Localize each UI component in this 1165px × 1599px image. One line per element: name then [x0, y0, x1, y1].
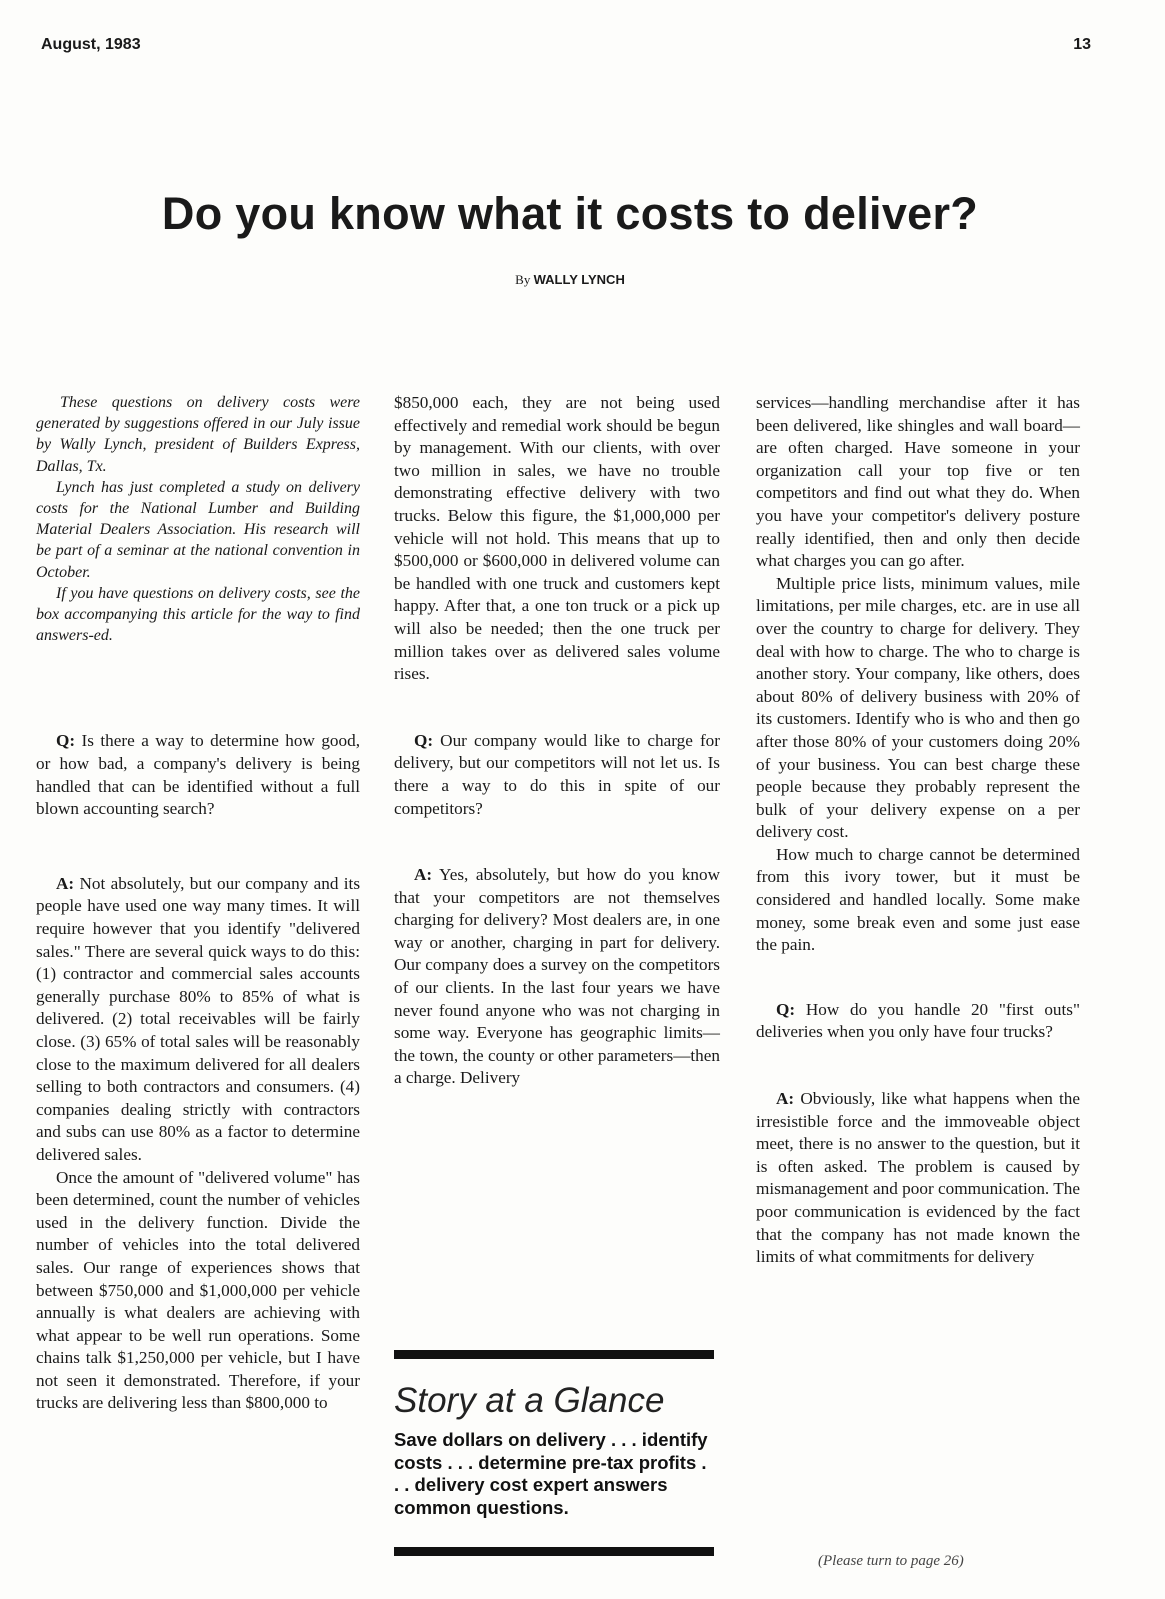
- author-name: WALLY LYNCH: [533, 272, 625, 287]
- question-label: Q:: [776, 999, 796, 1019]
- glance-title: Story at a Glance: [394, 1381, 665, 1420]
- editor-intro: [36, 392, 360, 646]
- answer-2-continued: services—handling merchandise after it has been delivered, like shingles and wall board—are often charged. Have someone in your organization call your top five or ten competitors and find out what they do. When you have your competitor's delivery posture really identified, then and only then decide what charges you can go after.: [756, 393, 1080, 571]
- answer-2-paragraph-3: How much to charge cannot be determined from this ivory tower, but it must be considered and handled locally. Some make money, some break even and some just ease the pain.: [756, 844, 1080, 955]
- answer-1-paragraph-2: Once the amount of "delivered volume" has been determined, count the number of vehicles used in the delivery function. Divide the number of vehicles into the total delivered sales. Our range of experiences shows that between $750,000 and $1,000,000 per vehicle annually is what dealers are achieving with what appear to be well run operations. Some chains talk $1,250,000 per vehicle, but I have not seen it demonstrated. Therefore, if your trucks are delivering less than $800,000 to: [36, 1167, 360, 1413]
- column-3: [756, 392, 1080, 1269]
- answer-2: [394, 864, 720, 1090]
- glance-summary: Save dollars on delivery . . . identify costs . . . determine pre-tax profits . . . delivery cost expert answers common questions.: [394, 1429, 708, 1518]
- byline-prefix: By: [515, 272, 531, 287]
- byline: [0, 272, 1140, 288]
- question-1: [36, 730, 360, 820]
- column-2: [394, 392, 720, 1090]
- answer-1-continued: $850,000 each, they are not being used effectively and remedial work should be begun by management. With our clients, with over two million in sales, we have no trouble demonstrating effective delivery with two trucks. Below this figure, the $1,000,000 per vehicle will not hold. This means that up to $500,000 or $600,000 in delivered volume can be handled with one truck and customers kept happy. After that, a one ton truck or a pick up will also be needed; then the one truck per million takes over as delivered sales volume rises.: [394, 393, 720, 684]
- continued-notice[interactable]: (Please turn to page 26): [818, 1553, 964, 1569]
- top-rule: [394, 1350, 714, 1359]
- question-text: Our company would like to charge for delivery, but our competitors will not let us. Is there a way to do this in spite of our competitors?: [394, 730, 720, 818]
- answer-text: Yes, absolutely, but how do you know that your competitors are not themselves charging for delivery? Most dealers are, in one way or another, charging in part for delivery. Our company does a survey on the competitors of our clients. In the last four years we have never found anyone who was not charging in some way. Everyone has geographic limits—the town, the county or other parameters—then a charge. Delivery: [394, 865, 720, 1088]
- question-2: [394, 730, 720, 820]
- question-text: How do you handle 20 "first outs" deliveries when you only have four trucks?: [756, 999, 1080, 1042]
- issue-date: August, 1983: [41, 36, 141, 53]
- column-1: [36, 392, 360, 1415]
- answer-text: Obviously, like what happens when the irresistible force and the immoveable object meet, there is no answer to the question, but it is often asked. The problem is caused by mismanagement and poor communication. The poor communication is evidenced by the fact that the company has not made known the limits of what commitments for delivery: [756, 1089, 1081, 1267]
- answer-label: A:: [776, 1089, 795, 1109]
- page-number: 13: [1073, 36, 1091, 53]
- intro-paragraph: These questions on delivery costs were generated by suggestions offered in our July issue by Wally Lynch, president of Builders Express, Dallas, Tx.: [36, 394, 360, 475]
- answer-2-paragraph-2: Multiple price lists, minimum values, mile limitations, per mile charges, etc. are in use all over the country to charge for delivery. They deal with how to charge. The who to charge is another story. Your company, like others, does about 80% of delivery business with 20% of its customers. Identify who is who and then go after those 80% of your customers doing 20% of your business. You can best charge these people because they probably represent the bulk of your delivery expense on a per delivery cost.: [756, 573, 1080, 842]
- answer-3: [756, 1088, 1080, 1269]
- intro-paragraph: If you have questions on delivery costs, see the box accompanying this article for the way to find answers-ed.: [36, 584, 360, 645]
- intro-paragraph: Lynch has just completed a study on delivery costs for the National Lumber and Building Material Dealers Association. His research will be part of a seminar at the national convention in October.: [36, 478, 360, 581]
- answer-label: A:: [56, 873, 75, 893]
- answer-1: [36, 873, 360, 1167]
- answer-text: Not absolutely, but our company and its people have used one way many times. It will require however that you identify "delivered sales." There are several quick ways to do this: (1) contractor and commercial sales accounts generally purchase 80% to 85% of what is delivered. (2) total receivables will be fairly close. (3) 65% of total sales will be reasonably close to the maximum delivered for all dealers selling to both contractors and consumers. (4) companies dealing strictly with contractors and subs can use 80% as a factor to determine delivered sales.: [36, 873, 361, 1164]
- question-label: Q:: [414, 730, 434, 750]
- story-at-a-glance: [394, 1350, 714, 1556]
- question-label: Q:: [56, 731, 76, 751]
- question-3: [756, 999, 1080, 1044]
- bottom-rule: [394, 1547, 714, 1556]
- question-text: Is there a way to determine how good, or how bad, a company's delivery is being handled that can be identified without a full blown accounting search?: [36, 731, 361, 819]
- answer-label: A:: [414, 865, 433, 885]
- article-title: Do you know what it costs to deliver?: [161, 188, 979, 239]
